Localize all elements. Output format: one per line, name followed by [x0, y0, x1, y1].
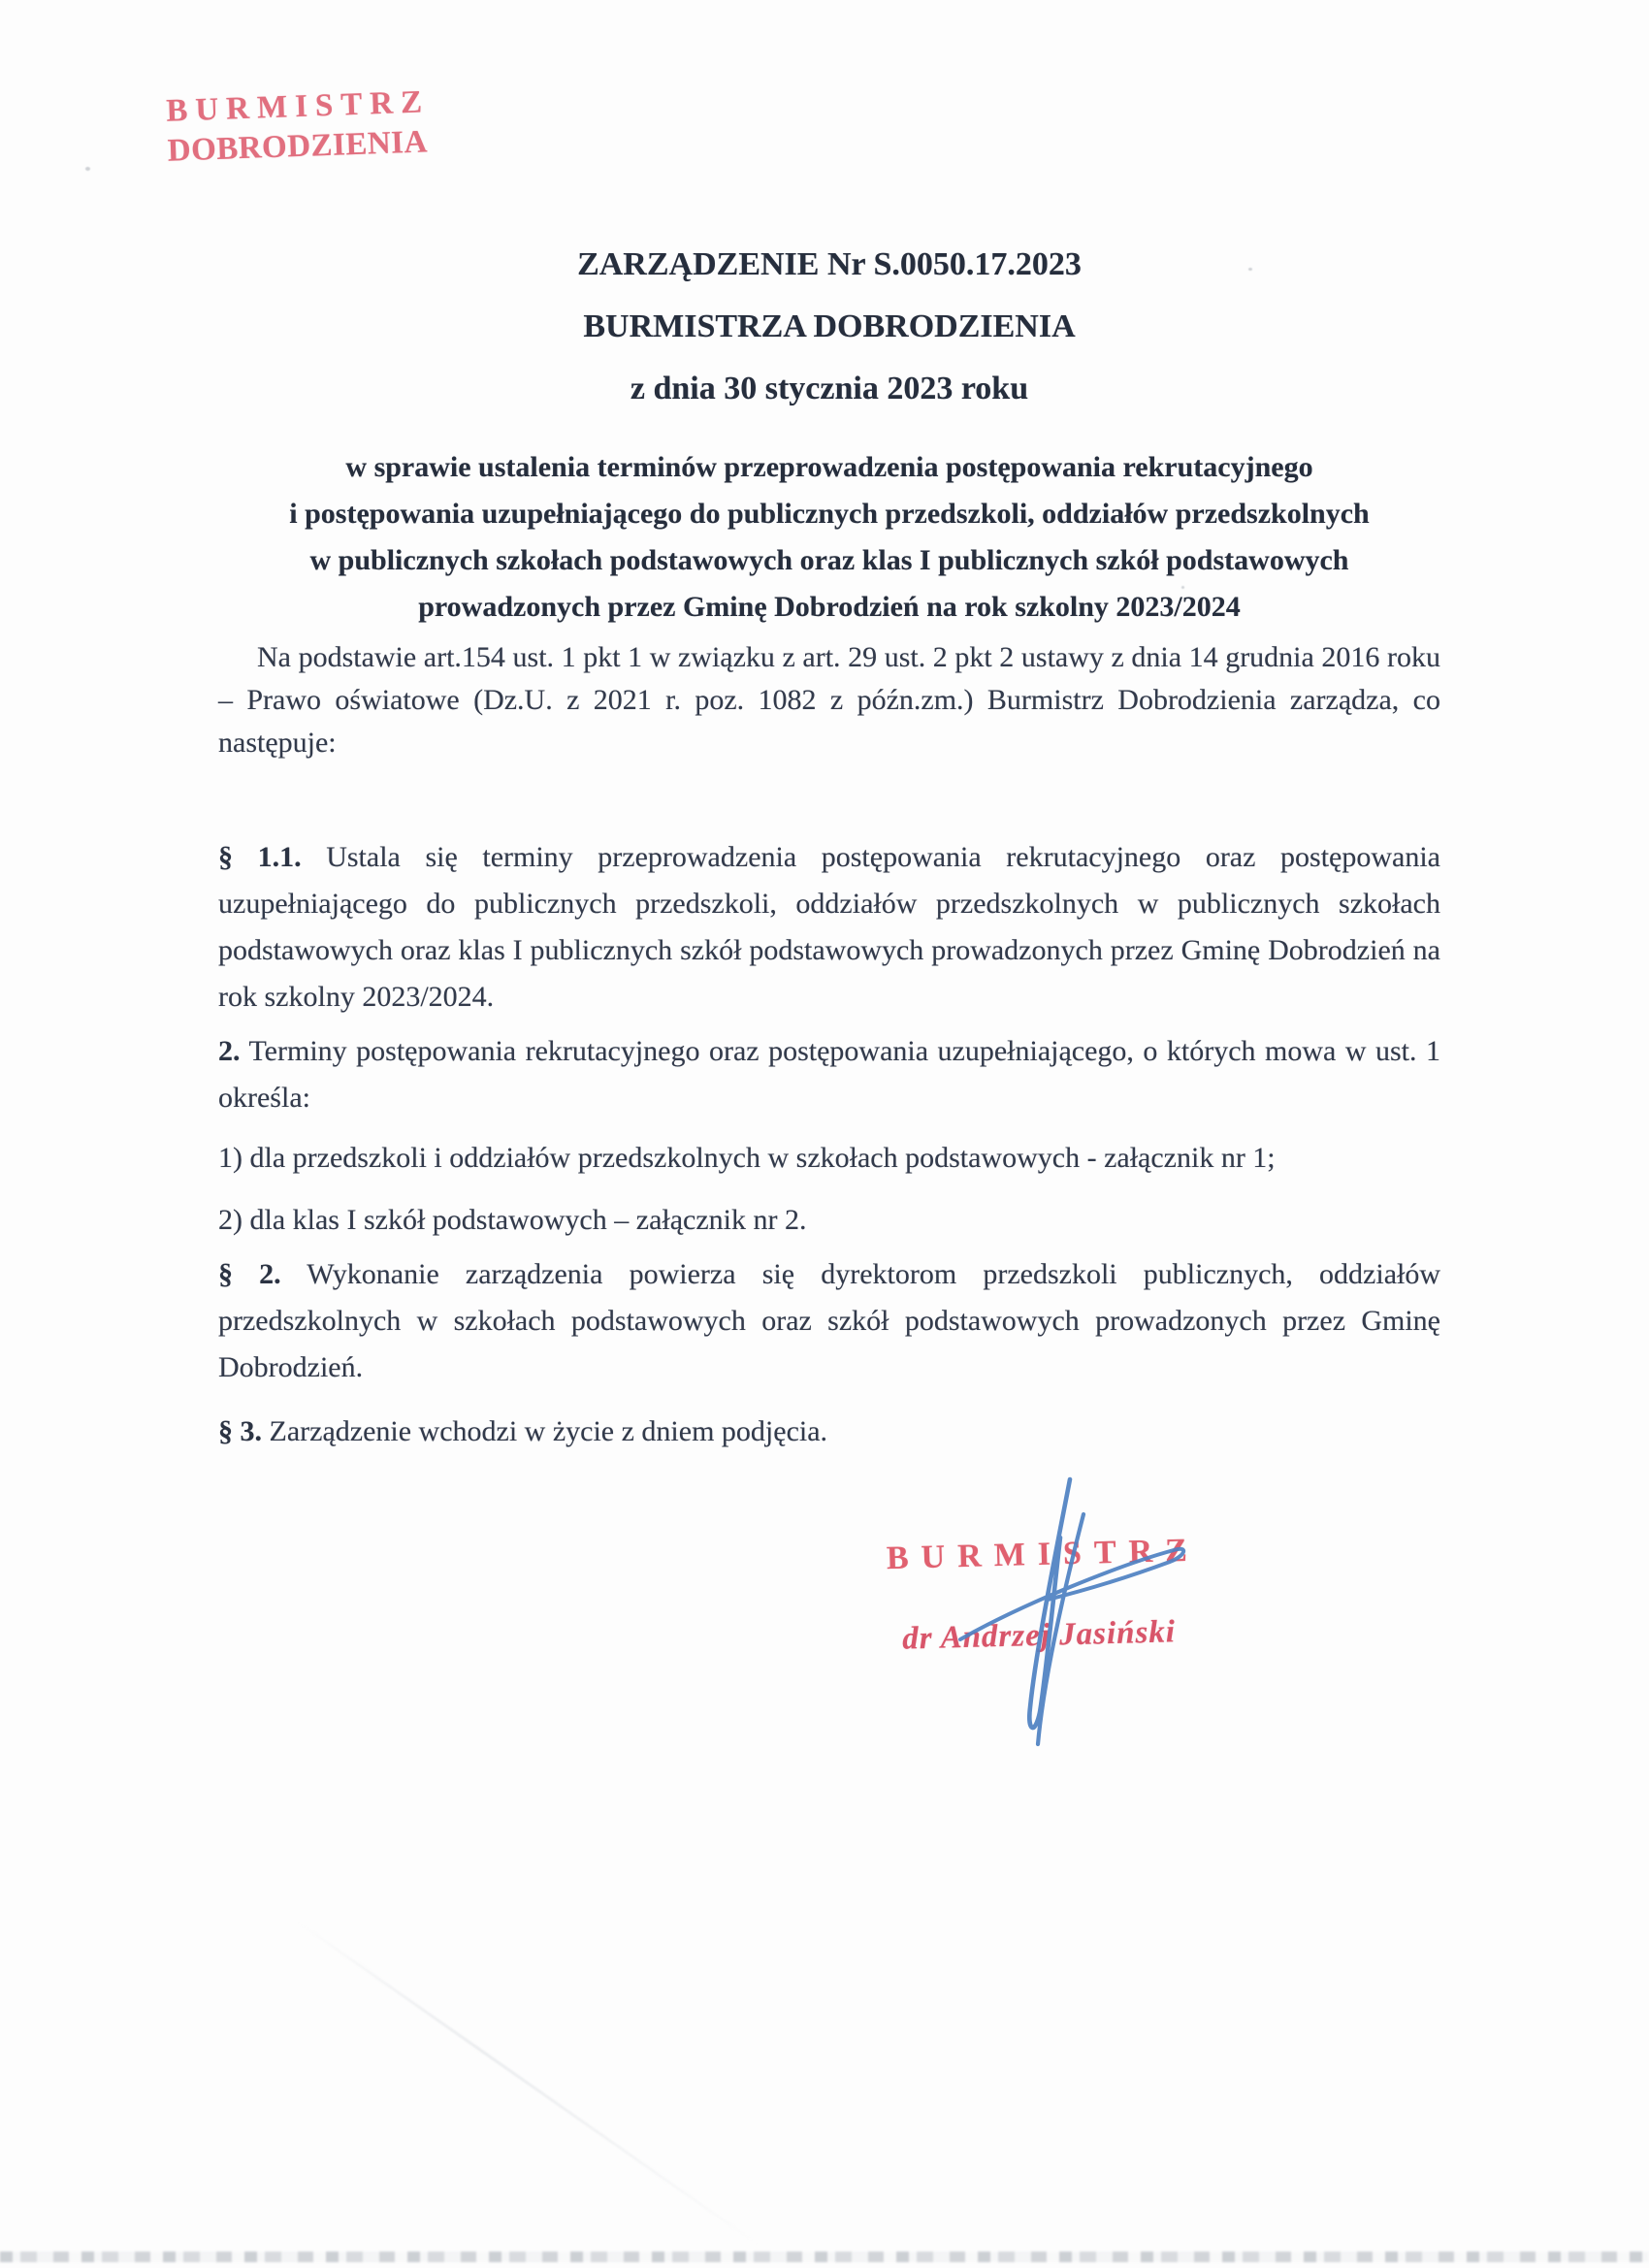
handwritten-signature-ink	[931, 1470, 1222, 1761]
mayor-office-stamp	[166, 84, 432, 169]
issuing-authority-line: BURMISTRZA DOBRODZIENIA	[583, 308, 1076, 344]
paragraph-2-text: Terminy postępowania rekrutacyjnego oraz postępowania uzupełniającego, o których mowa w ust. 1 określa:	[218, 1035, 1440, 1114]
paragraph-1-1-text: Ustala się terminy przeprowadzenia postępowania rekrutacyjnego oraz postępowania uzupełniającego do publicznych przedszkoli, oddziałów przedszkolnych w publicznych szkołach podstawowych oraz klas I publicznych szkół podstawowych prowadzonych przez Gminę Dobrodzień na rok szkolny 2023/2024.	[218, 841, 1440, 1013]
scan-speck	[85, 167, 90, 171]
scan-speck	[1181, 586, 1184, 589]
subject-line-1: w sprawie ustalenia terminów przeprowadzenia postępowania rekrutacyjnego	[345, 451, 1313, 483]
paragraph-3	[218, 1251, 1440, 1391]
list-item-2: 2) dla klas I szkół podstawowych – załącznik nr 2.	[218, 1204, 807, 1236]
paragraph-4	[218, 1409, 1440, 1455]
ordinance-date-line: z dnia 30 stycznia 2023 roku	[630, 371, 1029, 406]
list-item-1: 1) dla przedszkoli i oddziałów przedszkolnych w szkołach podstawowych - załącznik nr 1;	[218, 1142, 1276, 1174]
paragraph-1-1	[218, 834, 1440, 1021]
scan-speck	[1248, 268, 1252, 271]
paragraph-4-label: § 3.	[218, 1415, 262, 1447]
title-block	[218, 0, 1440, 407]
signature-stamp-name: dr Andrzej Jasiński	[901, 1614, 1177, 1657]
ordinance-number-line: ZARZĄDZENIE Nr S.0050.17.2023	[577, 246, 1082, 282]
stamp-title-line: BURMISTRZ	[165, 84, 431, 129]
stamp-town-line: DOBRODZIENIA	[167, 124, 429, 169]
paragraph-3-text: Wykonanie zarządzenia powierza się dyrektorom przedszkoli publicznych, oddziałów przedszkolnych w szkołach podstawowych oraz szkół podstawowych prowadzonych przez Gminę Dobrodzień.	[218, 1258, 1441, 1383]
legal-basis-paragraph: Na podstawie art.154 ust. 1 pkt 1 w związku z art. 29 ust. 2 pkt 2 ustawy z dnia 14 grudnia 2016 roku – Prawo oświatowe (Dz.U. z 2021 r. poz. 1082 z późn.zm.) Burmistrz Dobrodzienia zarządza, co następuje:	[218, 641, 1440, 759]
paragraph-3-label: § 2.	[218, 1258, 281, 1290]
subject-line-3: w publicznych szkołach podstawowych oraz klas I publicznych szkół podstawowych	[309, 544, 1349, 576]
paragraph-2-label: 2.	[218, 1035, 241, 1067]
paragraph-1-1-label: § 1.1.	[218, 841, 302, 873]
subject-block	[218, 444, 1440, 631]
subject-line-4: prowadzonych przez Gminę Dobrodzień na rok szkolny 2023/2024	[418, 591, 1241, 623]
paragraph-2	[218, 1028, 1440, 1121]
scan-bottom-edge-artifact	[0, 2252, 1649, 2262]
subject-line-2: i postępowania uzupełniającego do publicznych przedszkoli, oddziałów przedszkolnych	[289, 498, 1370, 530]
signature-stamp-title: BURMISTRZ	[886, 1532, 1201, 1577]
paper-crease-artifact	[297, 1921, 759, 2245]
paragraph-4-text: Zarządzenie wchodzi w życie z dniem podjęcia.	[262, 1415, 828, 1447]
